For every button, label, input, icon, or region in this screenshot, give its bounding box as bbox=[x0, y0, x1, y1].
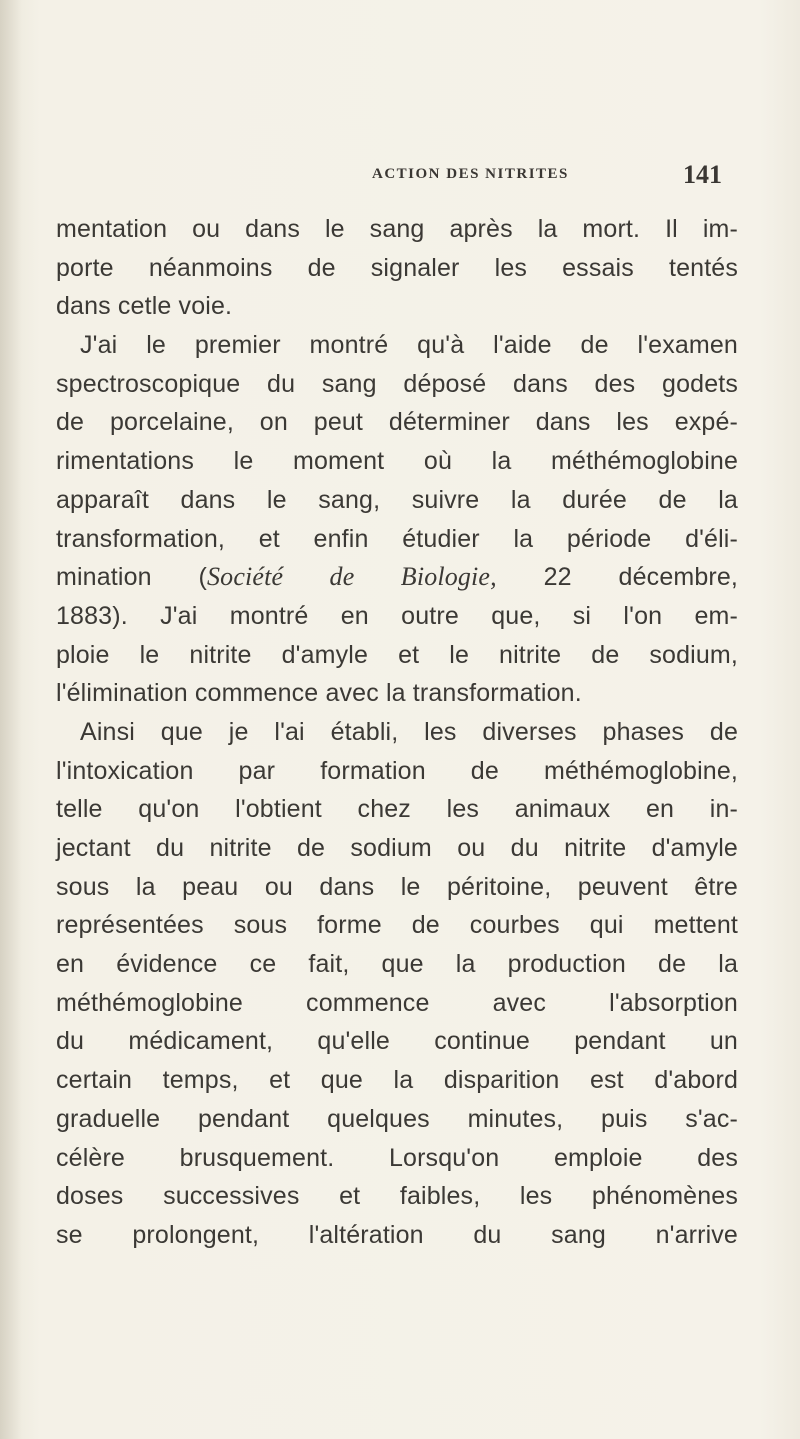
text-line: doses successives et faibles, les phénomènes bbox=[56, 1182, 738, 1211]
text-line: porte néanmoins de signaler les essais tentés bbox=[56, 253, 738, 282]
text-line: rimentations le moment où la méthémoglobine bbox=[56, 447, 738, 476]
text-line: mentation ou dans le sang après la mort. Il im- bbox=[56, 215, 738, 243]
text-line: 1883). J'ai montré en outre que, si l'on em- bbox=[56, 601, 738, 630]
text-line: de porcelaine, on peut déterminer dans les expé- bbox=[56, 408, 738, 437]
text-line: J'ai le premier montré qu'à l'aide de l'examen bbox=[80, 331, 738, 360]
text-line: l'élimination commence avec la transformation. bbox=[56, 679, 582, 708]
text-line: Ainsi que je l'ai établi, les diverses phases de bbox=[80, 717, 738, 746]
text-line: graduelle pendant quelques minutes, puis s'ac- bbox=[56, 1104, 738, 1133]
text-line: certain temps, et que la disparition est d'abord bbox=[56, 1066, 738, 1095]
text-segment: 22 décembre, bbox=[496, 563, 739, 592]
text-line: célère brusquement. Lorsqu'on emploie des bbox=[56, 1143, 738, 1172]
page-header bbox=[0, 160, 800, 196]
text-line bbox=[56, 558, 738, 597]
text-line: du médicament, qu'elle continue pendant un bbox=[56, 1027, 738, 1056]
text-line: telle qu'on l'obtient chez les animaux en in- bbox=[56, 795, 738, 824]
text-line: transformation, et enfin étudier la période d'éli- bbox=[56, 524, 738, 553]
text-segment: mination ( bbox=[56, 563, 208, 592]
page-gutter-shadow bbox=[0, 0, 22, 1439]
text-line: spectroscopique du sang déposé dans des godets bbox=[56, 369, 738, 398]
text-line: dans cetle voie. bbox=[56, 292, 233, 321]
text-line: en évidence ce fait, que la production de la bbox=[56, 950, 738, 979]
text-line: sous la peau ou dans le péritoine, peuvent être bbox=[56, 872, 738, 901]
text-line: méthémoglobine commence avec l'absorption bbox=[56, 988, 738, 1017]
text-line: représentées sous forme de courbes qui mettent bbox=[56, 911, 738, 940]
text-line: ploie le nitrite d'amyle et le nitrite de sodium, bbox=[56, 640, 738, 669]
page-number: 141 bbox=[683, 160, 722, 189]
citation-italic: Société de Biologie, bbox=[207, 562, 497, 592]
body-text bbox=[56, 210, 738, 1255]
text-line: l'intoxication par formation de méthémoglobine, bbox=[56, 756, 738, 785]
text-line: apparaît dans le sang, suivre la durée de la bbox=[56, 485, 738, 514]
text-line: jectant du nitrite de sodium ou du nitrite d'amyle bbox=[56, 834, 738, 862]
running-title: ACTION DES NITRITES bbox=[372, 166, 569, 182]
text-line: se prolongent, l'altération du sang n'arrive bbox=[56, 1220, 738, 1249]
